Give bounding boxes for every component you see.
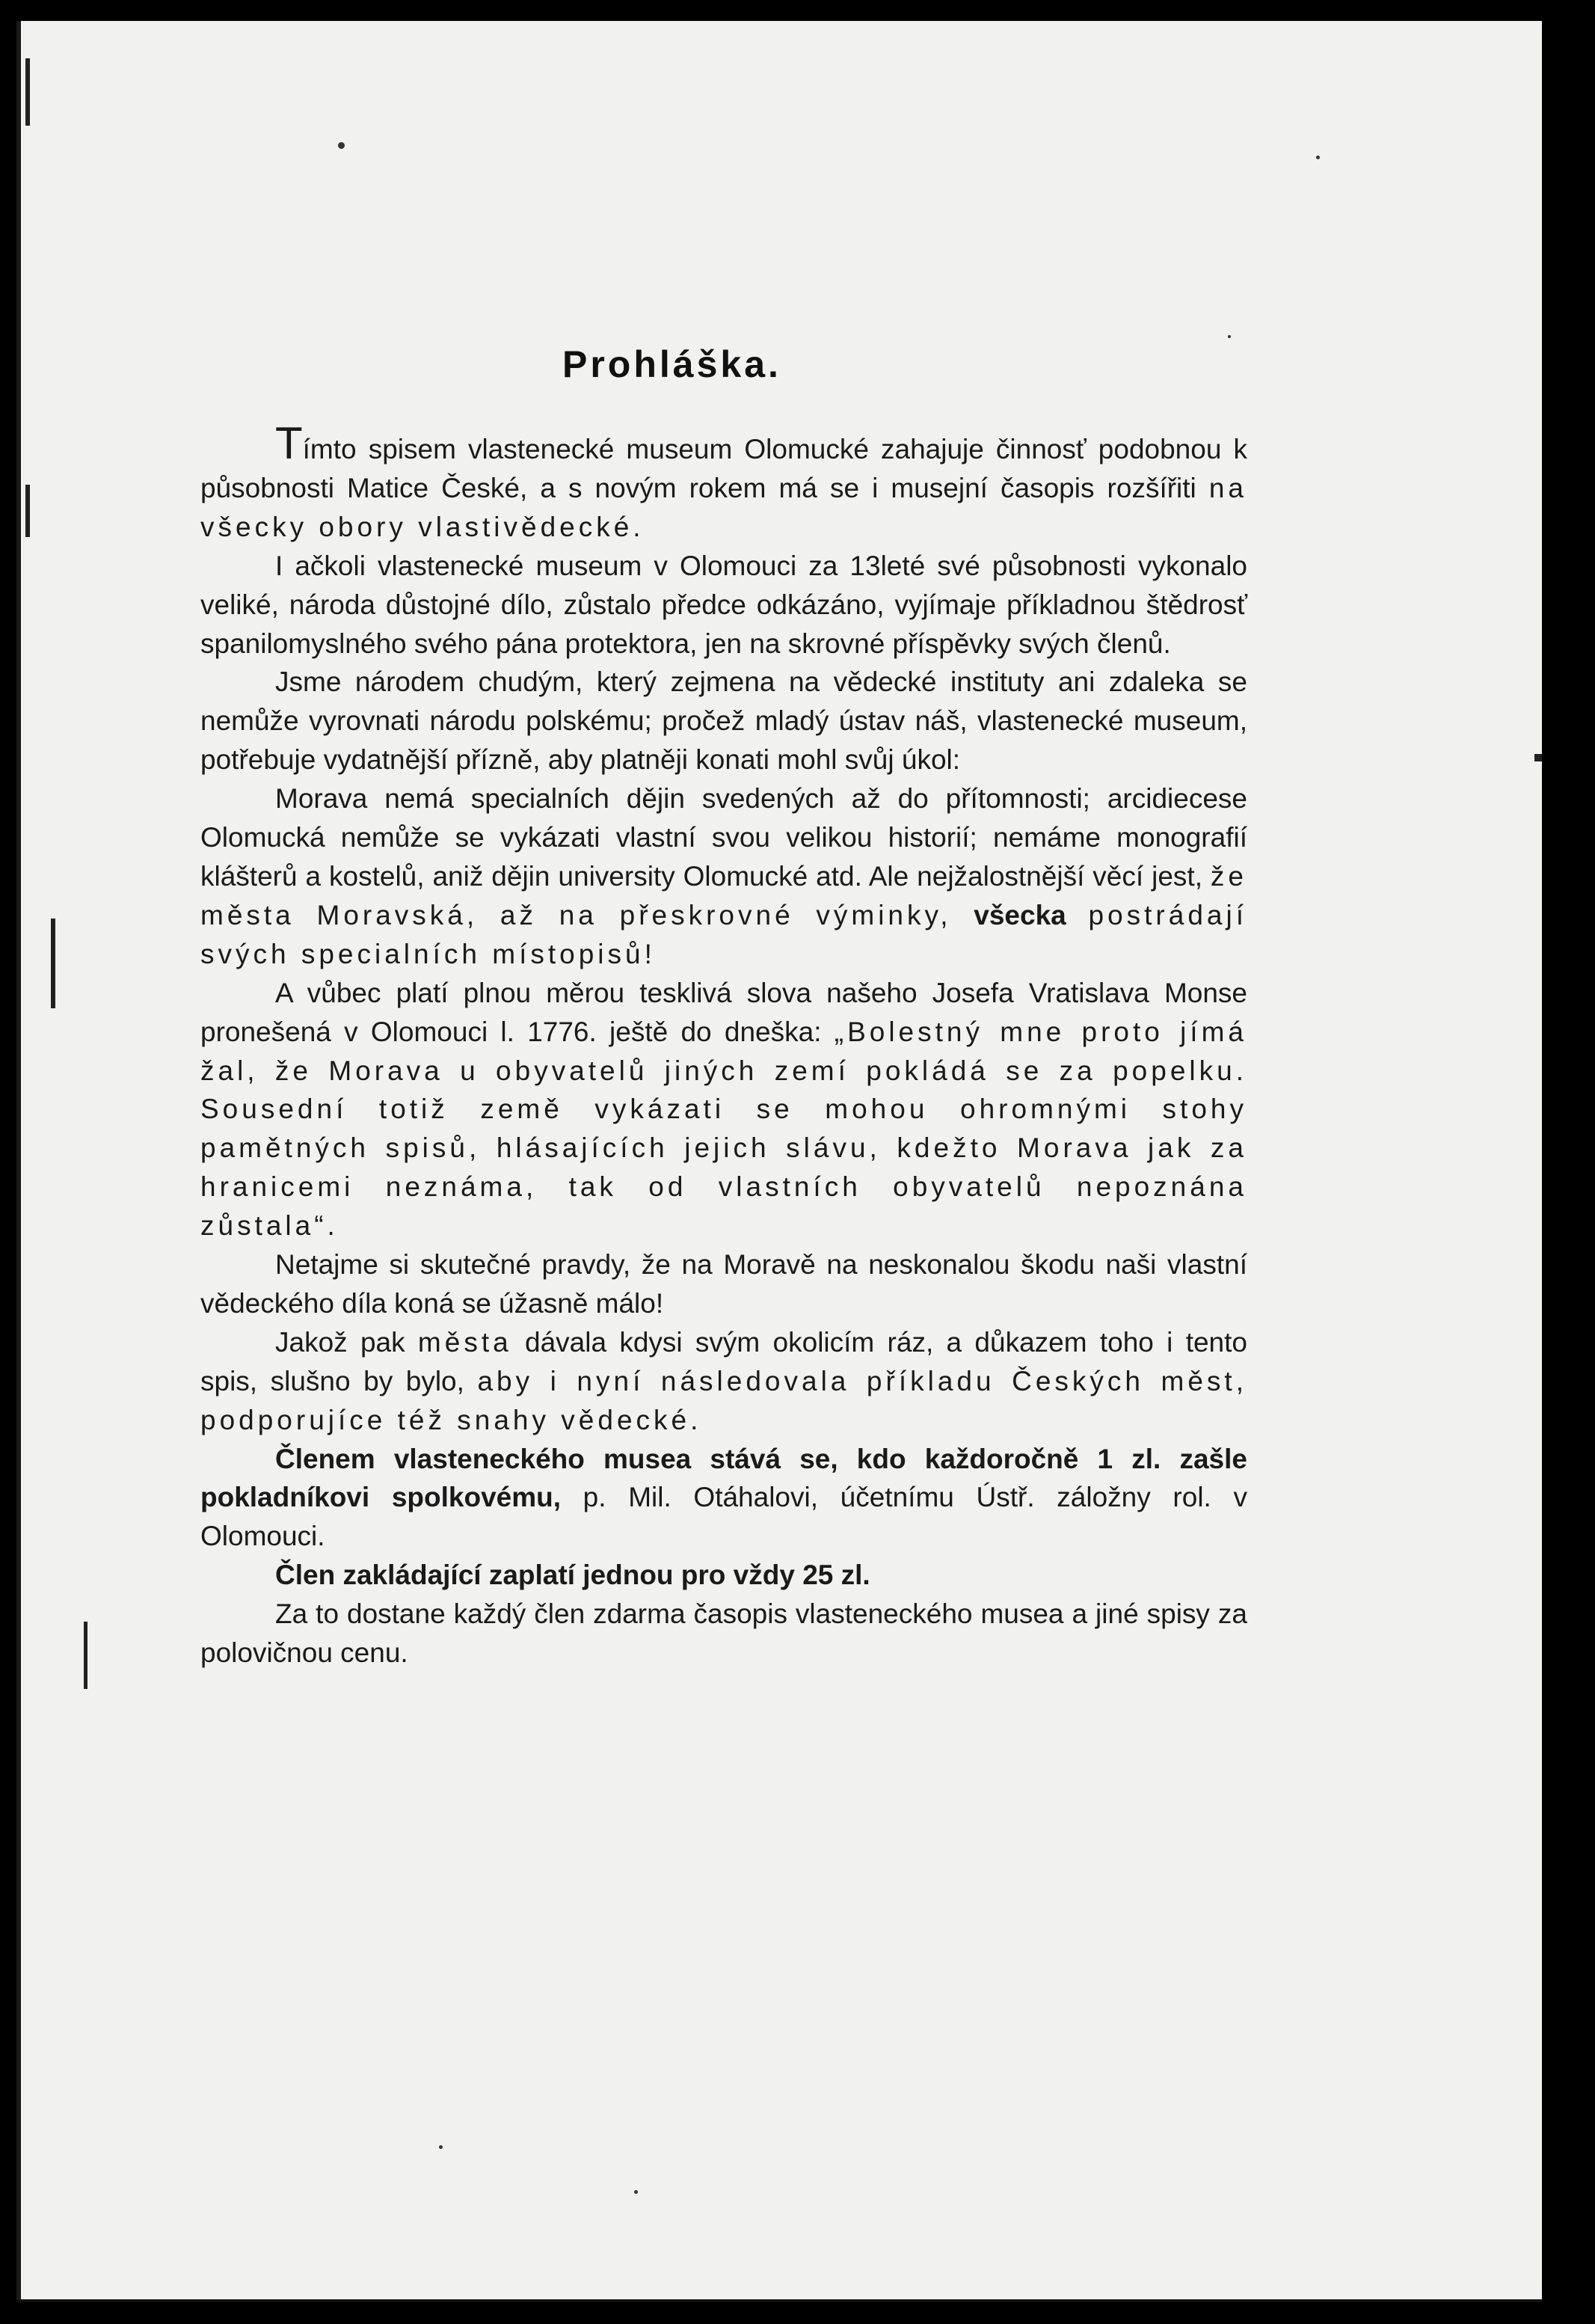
scan-speck xyxy=(1228,335,1231,338)
scan-speck xyxy=(439,2145,443,2149)
paragraph-membership: Členem vlasteneckého musea stává se, kdo každoročně 1 zl. zašle pokladníkovi spolkovému, p. Mil. Otáhalovi, účetnímu Ústř. záložny rol. v Olomouci. xyxy=(200,1443,1247,1552)
paragraph-4: Morava nemá specialních dějin svedených až do přítomnosti; arcidiecese Olomucká nemůže se vykázati vlastní svou velikou historií; nemáme monografií klášterů a kostelů, aniž dějin university Olomucké atd. Ale nejžalostnější věcí jest, že města Moravská, až na přeskrovné výminky, všecka postrádají svých specialních místopisů! xyxy=(200,783,1247,969)
paragraph-7: Jakož pak města dávala kdysi svým okolicím ráz, a důkazem toho i tento spis, slušno by bylo, aby i nyní následovala příkladu Českých měst, podporujíce též snahy vědecké. xyxy=(200,1326,1247,1435)
paragraph-6: Netajme si skutečné pravdy, že na Moravě na neskonalou škodu naši vlastní vědeckého díla koná se úžasně málo! xyxy=(200,1249,1247,1319)
document-title: Prohláška. xyxy=(562,343,781,385)
scan-mark xyxy=(25,58,30,126)
scan-mark xyxy=(84,1622,87,1689)
paragraph-1: Tímto spisem vlastenecké museum Olomucké zahajuje činnosť podobnou k působnosti Matice České, a s novým rokem má se i musejní časopis rozšířiti na všecky obory vlastivědecké. xyxy=(200,418,1247,542)
document-body xyxy=(200,418,1247,1673)
scan-speck xyxy=(1316,156,1320,159)
drop-cap: T xyxy=(275,418,303,468)
page-bottom-edge xyxy=(16,2299,1542,2302)
scan-mark xyxy=(1534,754,1542,761)
page-left-edge xyxy=(16,21,21,2302)
paragraph-3: Jsme národem chudým, který zejmena na vědecké instituty ani zdaleka se nemůže vyrovnati národu polskému; pročež mladý ústav náš, vlastenecké museum, potřebuje vydatnější přízně, aby platněji konati mohl svůj úkol: xyxy=(200,666,1247,776)
scan-mark xyxy=(25,485,30,537)
paragraph-benefits: Za to dostane každý člen zdarma časopis vlasteneckého musea a jiné spisy za polovičnou cenu. xyxy=(200,1598,1247,1669)
paragraph-5: A vůbec platí plnou měrou tesklivá slova našeho Josefa Vratislava Monse pronešená v Olomouci l. 1776. ještě do dneška: „Bolestný mne proto jímá žal, že Morava u obyvatelů jiných zemí pokládá se za popelku. Sousední totiž země vykázati se mohou ohromnými stohy pamětných spisů, hlásajících jejich slávu, kdežto Morava jak za hranicemi neznáma, tak od vlastních obyvatelů nepoznána zůstala“. xyxy=(200,977,1247,1242)
scanned-page xyxy=(16,21,1542,2302)
scan-mark xyxy=(51,919,55,1008)
paragraph-founding-member: Člen zakládající zaplatí jednou pro vždy 25 zl. xyxy=(275,1560,870,1591)
scan-speck xyxy=(338,142,345,149)
scan-speck xyxy=(634,2190,638,2194)
paragraph-2: I ačkoli vlastenecké museum v Olomouci za 13leté své působnosti vykonalo veliké, národa důstojné dílo, zůstalo předce odkázáno, vyjímaje příkladnou štědrosť spanilomyslného svého pána protektora, jen na skrovné příspěvky svých členů. xyxy=(200,550,1247,659)
